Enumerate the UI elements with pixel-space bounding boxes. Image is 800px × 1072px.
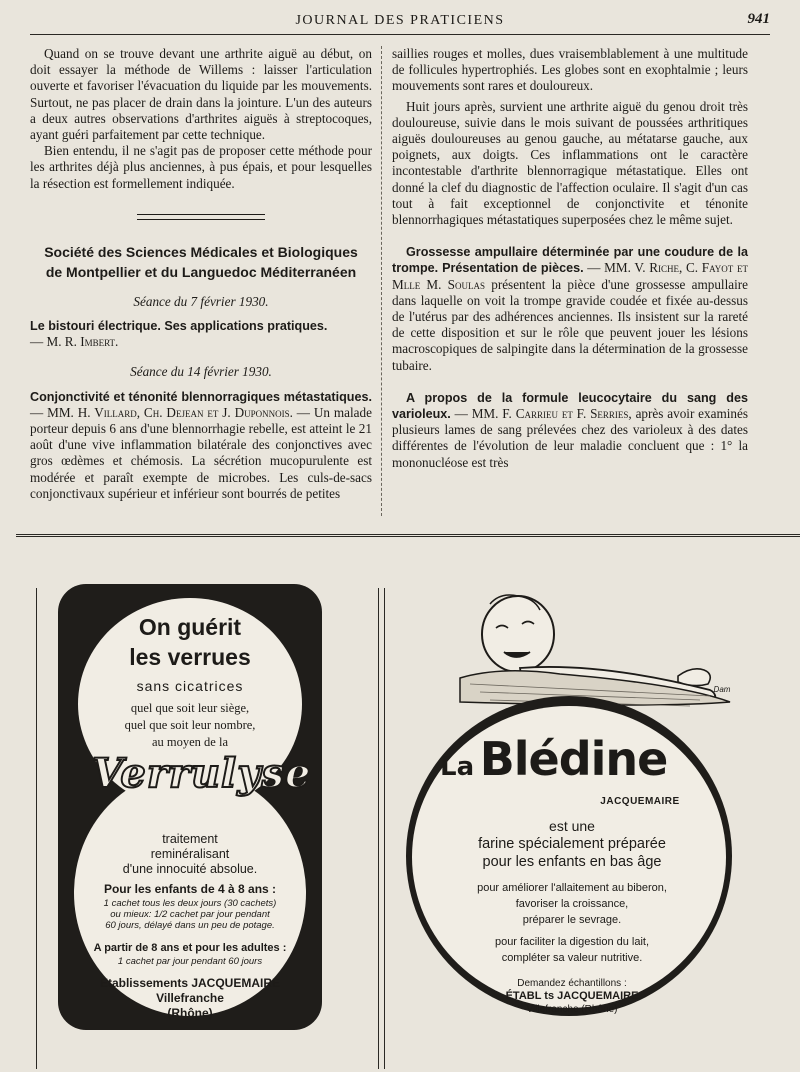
ad-subheadline: sans cicatrices xyxy=(136,678,244,694)
paragraph: saillies rouges et molles, dues vraisemblablement à une multitude de follicules hypertrophiés. Les globes sont en exophtalmie ; leurs mouvements sont rares et douloureux. xyxy=(392,46,748,94)
artist-signature: Dam xyxy=(713,685,731,694)
verrulyse-logo: Verrulyse xyxy=(92,750,312,797)
ad-copy-line: pour les enfants en bas âge xyxy=(482,854,662,870)
communication-authors: — MM. V. Riche, C. Fayot et Mlle M. Soulas xyxy=(392,260,748,292)
communication-title: Conjonctivité et ténonité blennorragiques métastatiques. xyxy=(30,389,372,404)
paragraph: Huit jours après, survient une arthrite aiguë du genou droit très douloureuse, suivie dans le mois suivant de poussées arthritiques aiguës douloureuses au genou gauche, au métatarse gauche, aux poignets, aux doigts. Ces inflammations ont le caractère incontestable d'arthrite blennorragique métastatique. Elles ont donné la clef du diagnostic de l'affection oculaire. Il s'agit d'un cas tout à fait exceptionnel de conjonctivite et ténonite blennorrhagiques métastatiques superposées chez le même sujet. xyxy=(392,98,748,228)
communication-authors: — MM. H. Villard, Ch. Dejean et J. Duponnois. — xyxy=(30,404,314,420)
ad-copy-line: Villefranche (Rhône) xyxy=(526,1004,618,1015)
dosage-heading: Pour les enfants de 4 à 8 ans : xyxy=(103,882,277,896)
section-divider xyxy=(137,214,265,220)
manufacturer-line: Etablissements JACQUEMAIRE xyxy=(99,976,281,990)
communication-title: A propos de la formule leucocytaire du sang des varioleux. xyxy=(392,390,748,422)
communication xyxy=(392,390,748,471)
ad-copy-line: compléter sa valeur nutritive. xyxy=(501,952,643,964)
bledine-advertisement xyxy=(400,588,744,1028)
ad-copy xyxy=(58,700,322,751)
seance-date: Séance du 14 février 1930. xyxy=(130,364,272,380)
society-heading-line: Société des Sciences Médicales et Biologiques xyxy=(44,243,358,260)
manufacturer xyxy=(58,976,322,1021)
frame-line xyxy=(378,588,379,1069)
communication xyxy=(30,318,372,334)
ad-copy-line: favoriser la croissance, xyxy=(515,898,629,910)
ad-headline xyxy=(58,612,322,672)
paragraph: Quand on se trouve devant une arthrite aiguë au début, on doit essayer la méthode de Willems : laisser l'articulation ouverte et favoriser l'évacuation du liquide par les mouvements. Surtout, ne pas placer de drain dans la jointure. L'un des auteurs a deux autres observations d'arthrites aiguës à streptocoques, ayant guéri parfaitement par cette technique. xyxy=(30,46,372,143)
journal-title: JOURNAL DES PRATICIENS xyxy=(295,13,505,28)
ad-copy-line: pour améliorer l'allaitement au biberon, xyxy=(477,882,667,894)
ad-copy-line: Demandez échantillons : xyxy=(517,978,627,989)
headline-line: les verrues xyxy=(129,644,251,670)
copy-line: d'une innocuité absolue. xyxy=(122,862,258,876)
copy-line: quel que soit leur nombre, xyxy=(124,718,256,732)
right-column xyxy=(392,46,748,471)
communication-title: Grossesse ampullaire déterminée par une coudure de la trompe. Présentation de pièces. xyxy=(392,245,748,276)
dosage-heading: A partir de 8 ans et pour les adultes : xyxy=(93,942,287,954)
dosage-text xyxy=(58,898,322,931)
logo-article: La xyxy=(440,752,475,782)
ad-copy-line: ÉTABL ts JACQUEMAIRE xyxy=(505,990,639,1002)
communication-authors: — MM. F. Carrieu et F. Serries, xyxy=(450,406,636,422)
verrulyse-advertisement xyxy=(58,584,322,1030)
society-heading-line: de Montpellier et du Languedoc Méditerranéen xyxy=(45,263,357,280)
dosage-line: 1 cachet tous les deux jours (30 cachets) xyxy=(103,898,277,909)
page-number: 941 xyxy=(747,11,770,27)
society-heading xyxy=(30,242,372,282)
communication-text: Un malade porteur depuis 6 ans d'une blennorrhagie rebelle, est atteint le 21 août d'une vive inflammation bilatérale des conjonctives avec gros œdèmes et chémosis. La sécrétion mucopurulente est modérée et paraît exempte de microbes. Les culs-de-sacs conjonctivaux supérieur et inférieur sont bourrés de petites xyxy=(30,404,372,501)
communication xyxy=(392,244,748,374)
headline-line: On guérit xyxy=(138,614,242,640)
column-divider xyxy=(381,46,382,516)
copy-line: au moyen de la xyxy=(151,735,228,749)
seance-date: Séance du 7 février 1930. xyxy=(133,293,269,309)
communication-text: présentent la pièce d'une grossesse ampullaire dans laquelle on voit la trompe gravide coudée et fixée au-dessus de l'utérus par des adhérences anciennes. Ils insistent sur la rareté de cette disposition et sur le rôle que peuvent jouer les lésions macroscopiques de salpingite dans la détermination de la grossesse tubaire. xyxy=(392,276,749,373)
ad-copy-line: pour faciliter la digestion du lait, xyxy=(494,936,650,948)
dosage-line: 1 cachet par jour pendant 60 jours xyxy=(117,956,263,967)
ad-copy-line: préparer le sevrage. xyxy=(522,914,622,926)
paragraph: Bien entendu, il ne s'agit pas de proposer cette méthode pour les arthrites déjà plus anciennes, à pus épais, et pour lesquelles la résection est formellement indiquée. xyxy=(30,143,372,191)
copy-line: quel que soit leur siège, xyxy=(130,701,250,715)
ad-copy-line: farine spécialement préparée xyxy=(478,836,666,852)
copy-line: reminéralisant xyxy=(150,847,230,861)
ad-copy xyxy=(58,832,322,877)
bledine-logo xyxy=(440,732,667,786)
logo-maker: JACQUEMAIRE xyxy=(600,796,680,807)
communication-text: après avoir examinés plusieurs lames de sang prélevées chez des varioleux à des dates différentes de l'évolution de leur maladie concluent que : 1° la mononucléose est très xyxy=(392,406,748,470)
communication xyxy=(30,389,372,502)
ad-copy-line: est une xyxy=(549,818,595,834)
dosage-line: ou mieux: 1/2 cachet par jour pendant xyxy=(110,909,270,920)
logo-brand: Blédine xyxy=(479,732,668,786)
running-header xyxy=(30,10,770,35)
manufacturer-line: (Rhône) xyxy=(167,1006,213,1020)
manufacturer-line: Villefranche xyxy=(156,991,224,1005)
left-column xyxy=(30,46,372,502)
communication-title: Le bistouri électrique. Ses applications pratiques. xyxy=(30,319,328,334)
copy-line: traitement xyxy=(162,832,218,846)
frame-line xyxy=(36,588,37,1069)
frame-line xyxy=(384,588,385,1069)
dosage-line: 60 jours, délayé dans un peu de potage. xyxy=(105,920,275,931)
communication-author: — M. R. Imbert. xyxy=(30,334,119,350)
